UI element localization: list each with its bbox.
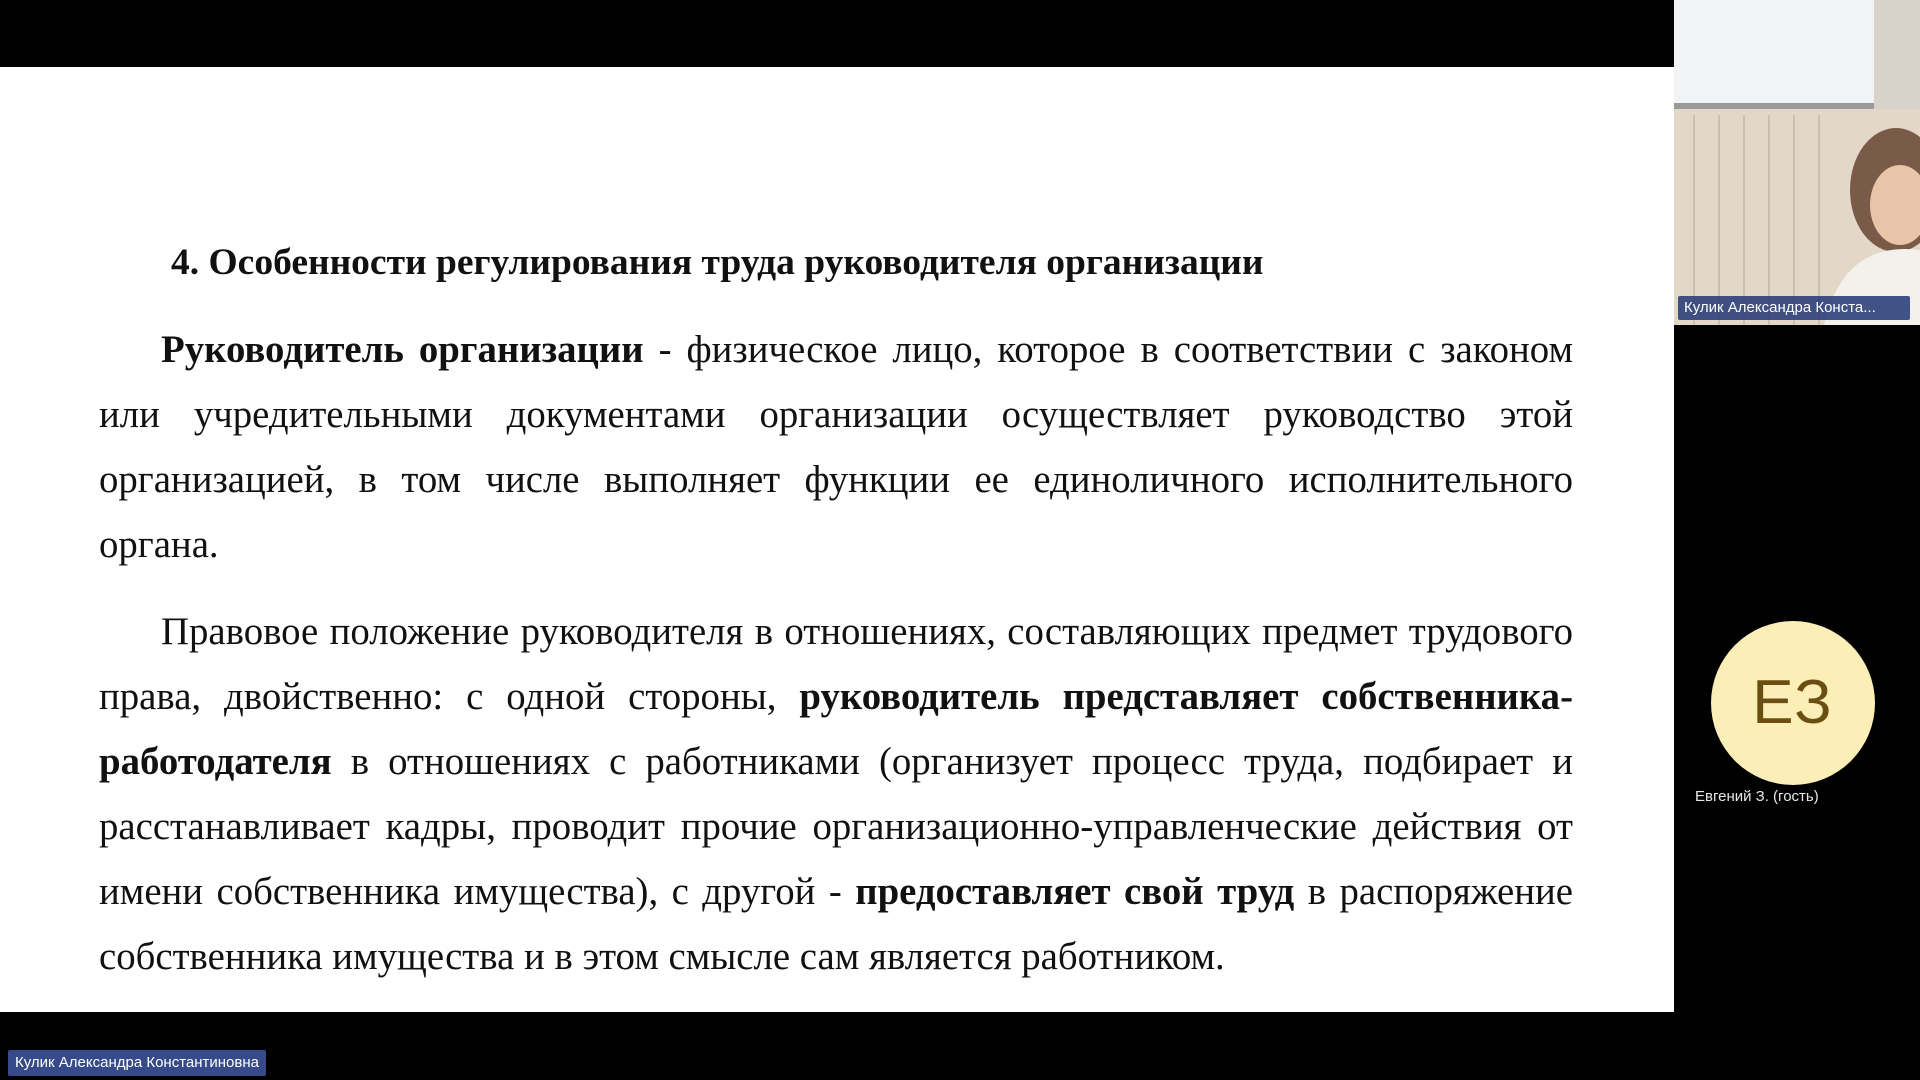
speaker-video-frame: [1674, 0, 1920, 325]
guest-avatar[interactable]: ЕЗ: [1711, 621, 1875, 785]
paragraph-text: в распоряжение собственника имущества и в этом смысле сам является работником.: [99, 870, 1574, 978]
speaker-video-tile[interactable]: [1674, 0, 1920, 325]
bold-phrase: руководитель представляет собственника-работодателя: [99, 675, 1573, 783]
slide-paragraph-definition: [99, 317, 1573, 577]
bold-phrase: предоставляет свой труд: [855, 870, 1295, 913]
paragraph-text: в отношениях с работниками (организует процесс труда, подбирает и расстанавливает кадры, проводит прочие организационно-управленческие действия от имени собственника имущества), с другой -: [99, 740, 1573, 913]
shared-slide: [0, 67, 1674, 1012]
bold-term: Руководитель организации: [161, 328, 644, 371]
paragraph-text: - физическое лицо, которое в соответствии с законом или учредительными документами организации осуществляет руководство этой организацией, в том числе выполняет функции ее единоличного исполнительного органа.: [99, 328, 1573, 566]
speaker-name-label: Кулик Александра Конста...: [1678, 296, 1910, 320]
presenter-name-label: Кулик Александра Константиновна: [8, 1050, 266, 1076]
guest-name-label: Евгений З. (гость): [1695, 788, 1819, 805]
paragraph-text: Правовое положение руководителя в отношениях, составляющих предмет трудового права, двойственно: с одной стороны,: [99, 610, 1573, 718]
slide-paragraph-legal-status: [99, 599, 1573, 989]
slide-title: 4. Особенности регулирования труда руководителя организации: [171, 242, 1264, 283]
